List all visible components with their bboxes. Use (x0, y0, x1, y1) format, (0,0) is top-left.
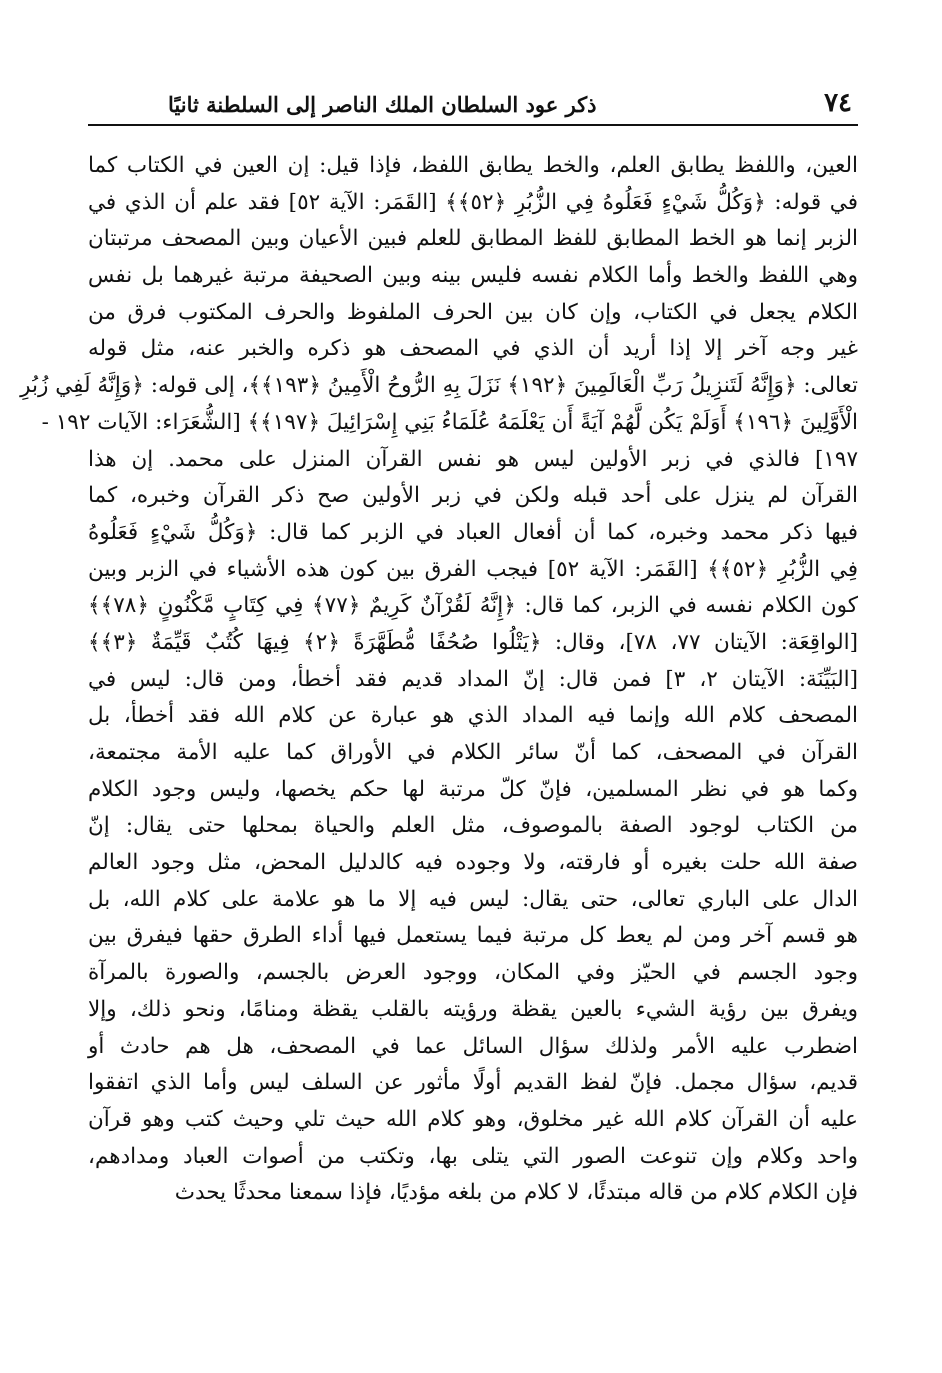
text-line: [البَيِّنَة: الآيتان ٢، ٣] فمن قال: إنّ المداد قديم فقد أخطأ، ومن قال: ليس في (88, 666, 858, 692)
text-line: القرآن لم ينزل على أحد قبله ولكن في زبر الأولين صح ذكر القرآن وخبره، كما (88, 483, 858, 509)
text-line: عليه أن القرآن كلام الله غير مخلوق، وهو كلام الله حيث تلي وحيث كتب وهو قرآن (88, 1106, 858, 1132)
text-line: العين، واللفظ يطابق العلم، والخط يطابق اللفظ، فإذا قيل: إن العين في الكتاب كما (88, 153, 858, 178)
text-line: ويفرق بين رؤية الشيء بالعين يقظة ورؤيته بالقلب يقظة ومنامًا، ونحو ذلك، وإلا (88, 996, 858, 1022)
book-page (20, 84, 858, 1344)
text-line: [الواقِعَة: الآيتان ٧٧، ٧٨]، وقال: ﴿يَتْلُوا صُحُفًا مُّطَهَّرَةً ﴿٢﴾ فِيهَا كُتُبٌ قَيِّمَةٌ ﴿٣﴾﴾ (88, 629, 858, 655)
text-line: الدال على الباري تعالى، حتى يقال: ليس فيه إلا ما هو علامة على كلام الله، بل (88, 886, 858, 912)
text-line: المصحف كلام الله وإنما فيه المداد الذي هو عبارة عن كلام الله فقد أخطأ، بل (88, 703, 858, 729)
text-line: قديم، سؤال مجمل. فإنّ لفظ القديم أولًا مأثور عن السلف ليس وأما الذي اتفقوا (88, 1070, 858, 1096)
text-line: فِي الزُّبُرِ ﴿٥٢﴾﴾ [القَمَر: الآية ٥٢] فيجب الفرق بين كون هذه الأشياء في الزبر وبين (88, 556, 858, 582)
text-line: فيها ذكر محمد وخبره، كما أن أفعال العباد في الزبر كما قال: ﴿وَكُلُّ شَيْءٍ فَعَلُوهُ (88, 519, 858, 545)
text-line: فإن الكلام كلام من قاله مبتدئًا، لا كلام من بلغه مؤديًا، فإذا سمعنا محدثًا يحدث (174, 1180, 858, 1206)
text-line: هو قسم آخر ومن لم يعط كل مرتبة فيما يستعمل فيها أداء الطرق حقها فيفرق بين (88, 923, 858, 949)
text-line: القرآن في المصحف، كما أنّ سائر الكلام في الأوراق كما عليه الأمة مجتمعة، (88, 740, 858, 765)
running-title: ذكر عود السلطان الملك الناصر إلى السلطنة ثانيًا (168, 92, 597, 117)
text-line: تعالى: ﴿وَإِنَّهُ لَتَنزِيلُ رَبِّ الْعَالَمِينَ ﴿١٩٢﴾ نَزَلَ بِهِ الرُّوحُ الْأَمِينُ ﴿١٩٣﴾﴾، إلى قوله: ﴿وَإِنَّهُ لَفِي زُبُرِ (20, 373, 858, 399)
body-text (20, 148, 858, 1212)
text-line: صفة الله حلت بغيره أو فارقته، ولا وجوده فيه كالدليل المحض، مثل وجود العالم (88, 850, 858, 876)
text-line: في قوله: ﴿وَكُلُّ شَيْءٍ فَعَلُوهُ فِي الزُّبُرِ ﴿٥٢﴾﴾ [القَمَر: الآية ٥٢] فقد علم أن الذي في (88, 189, 858, 215)
text-line: كون الكلام نفسه في الزبر، كما قال: ﴿إِنَّهُ لَقُرْآنٌ كَرِيمٌ ﴿٧٧﴾ فِي كِتَابٍ مَّكْنُونٍ ﴿٧٨﴾﴾ (88, 593, 858, 619)
text-line: اضطرب عليه الأمر ولذلك سؤال السائل عما في المصحف، هل هم حادث أو (88, 1033, 858, 1059)
text-line: الزبر إنما هو الخط المطابق للفظ المطابق للعلم فبين الأعيان وبين المصحف مرتبتان (88, 226, 858, 252)
text-line: الكلام يجعل في الكتاب، وإن كان بين الحرف الملفوظ والحرف المكتوب فرق من (88, 299, 858, 325)
text-line: وجود الجسم في الحيّز وفي المكان، ووجود العرض بالجسم، والصورة بالمرآة (88, 960, 858, 986)
text-line: من الكتاب لوجود الصفة بالموصوف، مثل العلم والحياة بمحلها حتى يقال: إنّ (88, 813, 858, 839)
page-number: ٧٤ (824, 88, 852, 118)
text-line: واحد وكلام وإن تنوعت الصور التي يتلى بها، وتكتب من أصوات العباد ومدادهم، (88, 1143, 858, 1169)
text-line: وكما هو في نظر المسلمين، فإنّ كلّ مرتبة لها حكم يخصها، وليس وجود الكلام (88, 776, 858, 802)
running-header (88, 84, 858, 126)
text-line: الْأَوَّلِينَ ﴿١٩٦﴾ أَوَلَمْ يَكُن لَّهُمْ آيَةً أَن يَعْلَمَهُ عُلَمَاءُ بَنِي إِسْرَائِيلَ ﴿١٩٧﴾﴾ [الشُّعَرَاء: الآيات ١٩٢ - (41, 409, 858, 435)
text-line: غير وجه آخر إلا إذا أريد أن الذي في المصحف هو ذكره والخبر عنه، مثل قوله (88, 336, 858, 362)
text-line: ١٩٧] فالذي في زبر الأولين ليس هو نفس القرآن المنزل على محمد. إن هذا (88, 446, 858, 472)
text-line: وهي اللفظ والخط وأما الكلام نفسه فليس بينه وبين الصحيفة مرتبة غيرهما بل نفس (88, 263, 858, 289)
